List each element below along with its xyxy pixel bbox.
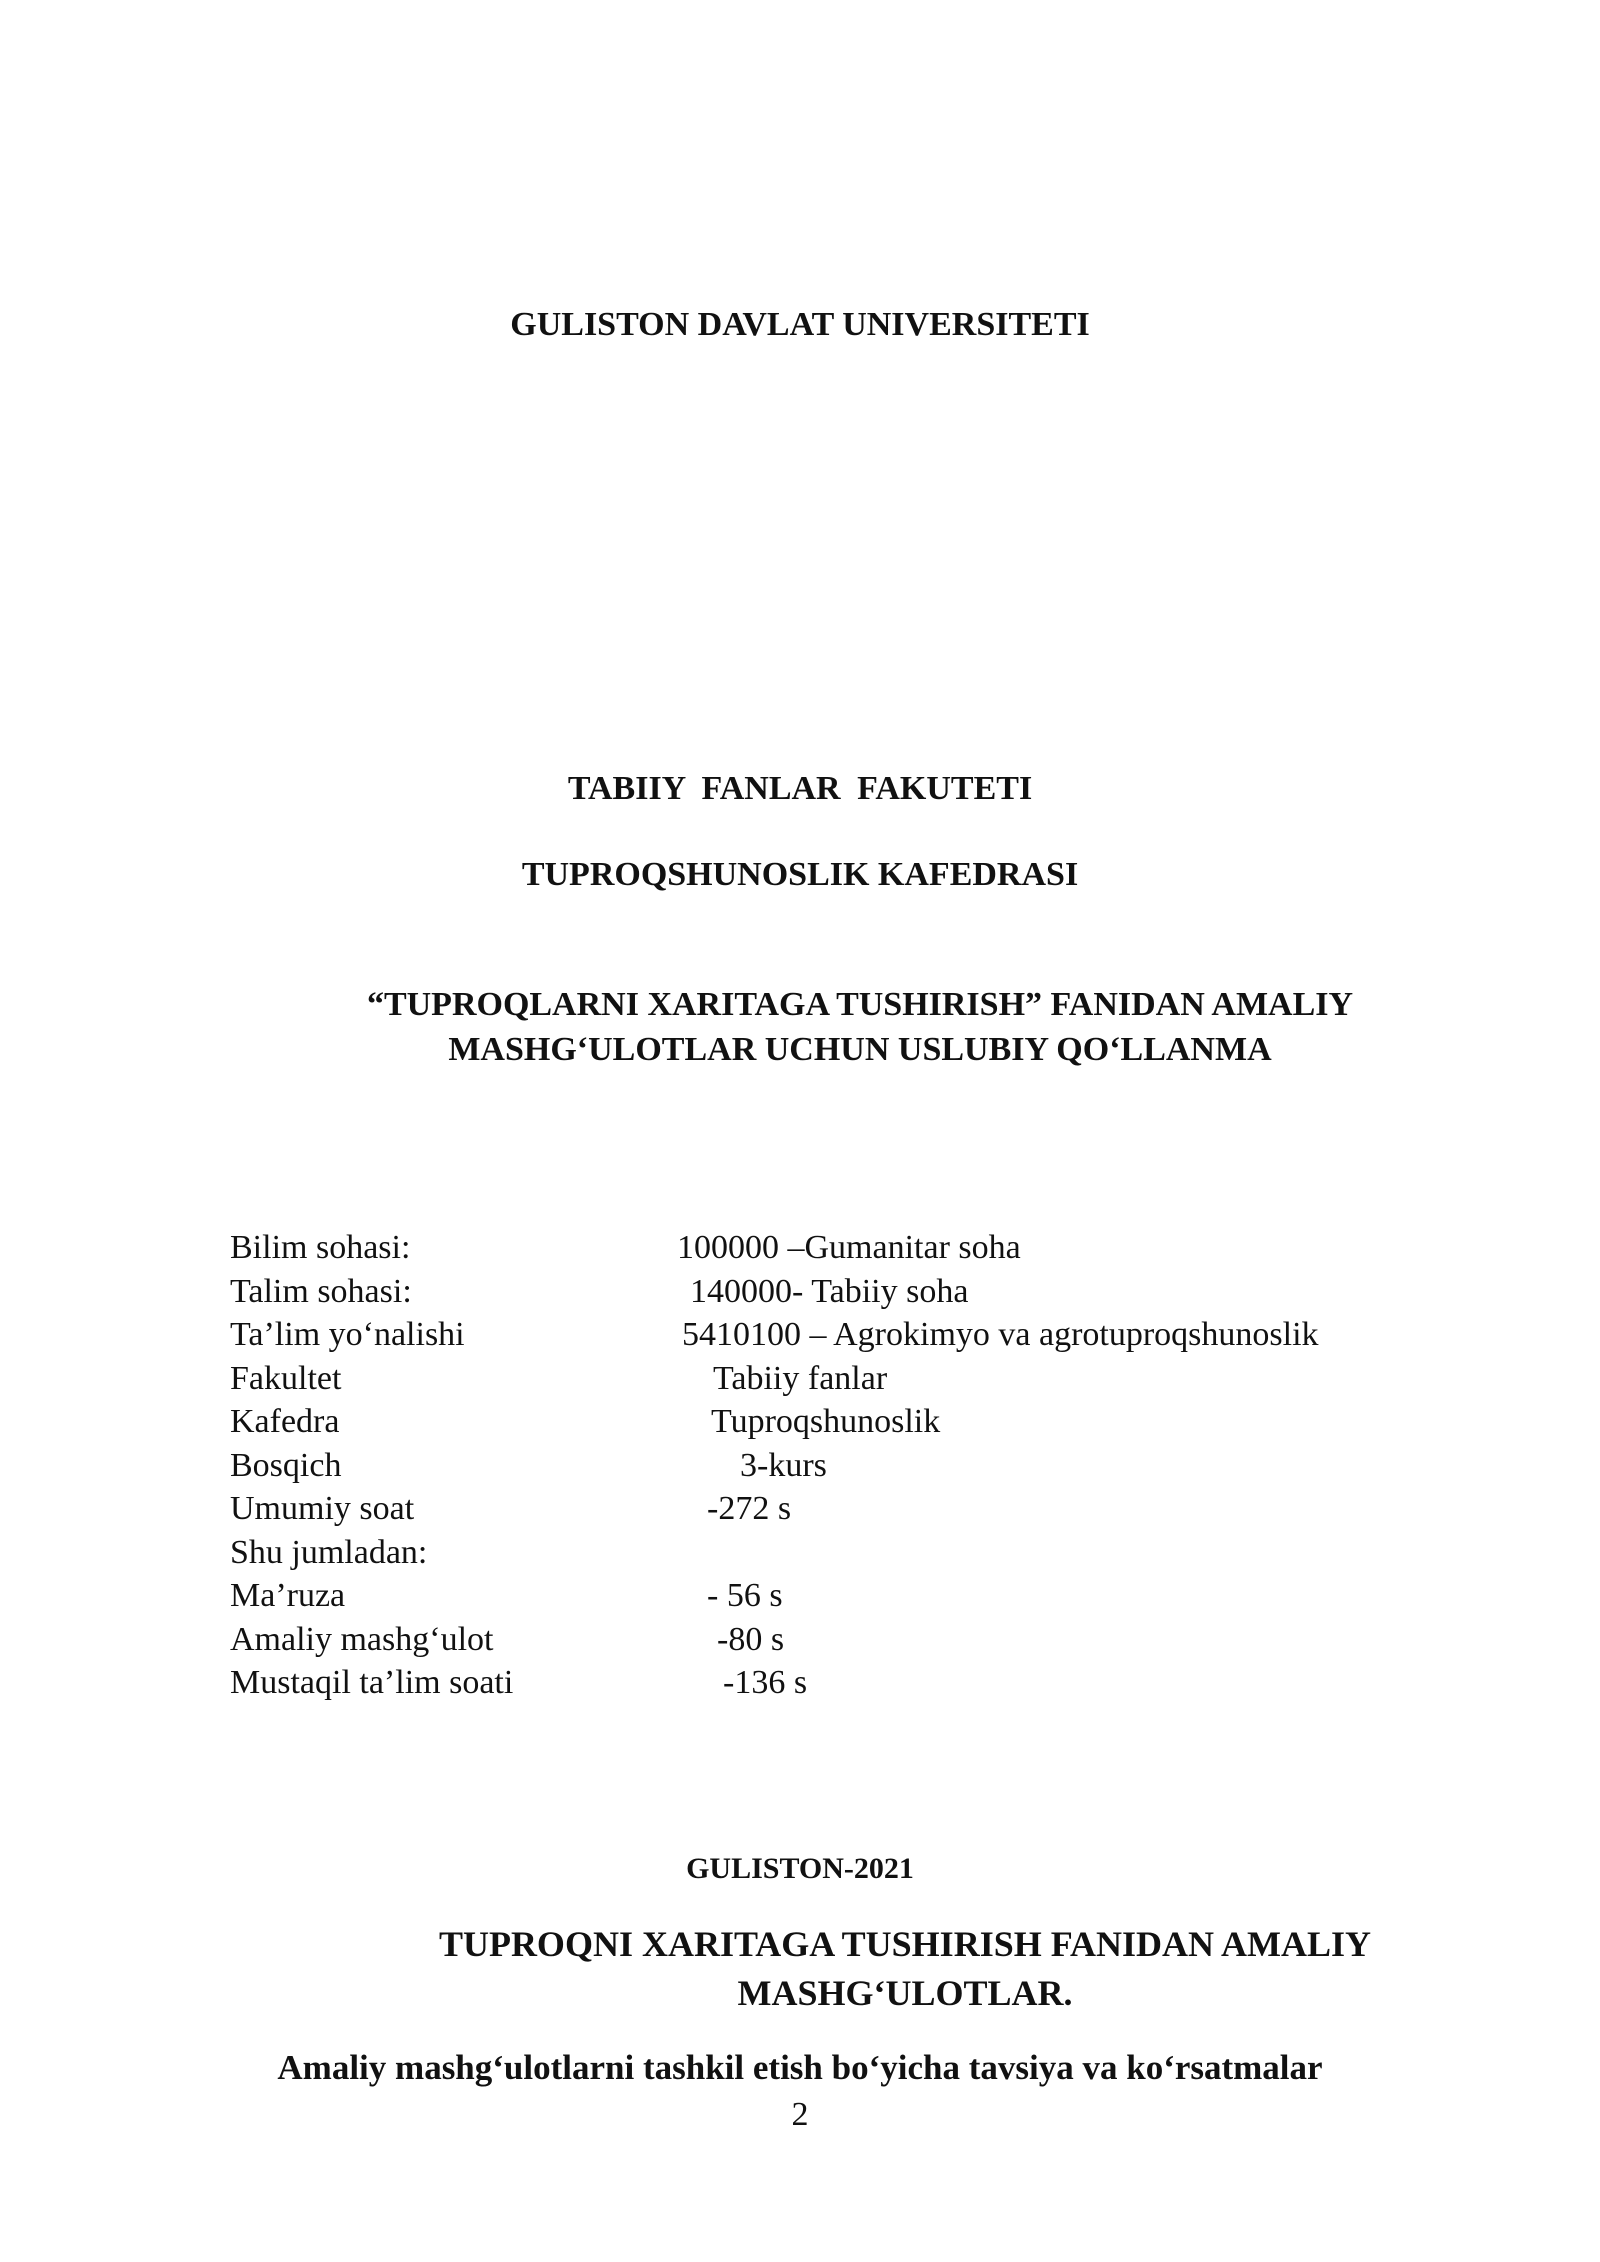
university-name: GULISTON DAVLAT UNIVERSITETI [510, 306, 1090, 343]
course-info-table [230, 1226, 1430, 1705]
info-value: -272 s [707, 1490, 792, 1527]
info-label: Talim sohasi: [230, 1272, 412, 1310]
info-row-including [230, 1531, 1430, 1575]
info-value: - 56 s [707, 1577, 783, 1614]
info-value: 3-kurs [740, 1446, 827, 1484]
info-label: Ma’ruza [230, 1577, 346, 1614]
info-value: 5410100 – Agrokimyo va agrotuproqshunoslik [682, 1316, 1319, 1353]
info-label: Shu jumladan: [230, 1533, 428, 1571]
info-row-stage [230, 1444, 1430, 1488]
info-label: Umumiy soat [230, 1490, 415, 1527]
city-year: GULISTON-2021 [686, 1852, 914, 1885]
info-label: Amaliy mashg‘ulot [230, 1620, 494, 1658]
info-value: -80 s [717, 1620, 785, 1658]
info-value: 100000 –Gumanitar soha [677, 1229, 1021, 1266]
info-row-practical [230, 1618, 1430, 1662]
section-title [300, 1920, 1510, 2018]
info-row-lecture [230, 1574, 1430, 1618]
info-row-faculty [230, 1357, 1430, 1401]
department-name: TUPROQSHUNOSLIK KAFEDRASI [521, 856, 1079, 893]
manual-title-line-1: “TUPROQLARNI XARITAGA TUSHIRISH” FANIDAN AMALIY [366, 986, 1354, 1023]
section-subtitle: Amaliy mashg‘ulotlarni tashkil etish bo‘yicha tavsiya va ko‘rsatmalar [277, 2048, 1323, 2087]
section-title-line-1: TUPROQNI XARITAGA TUSHIRISH FANIDAN AMALIY [438, 1924, 1372, 1964]
info-label: Mustaqil ta’lim soati [230, 1664, 514, 1701]
faculty-name: TABIIY FANLAR FAKUTETI [567, 770, 1033, 807]
info-row-education-area [230, 1270, 1430, 1314]
info-row-department [230, 1400, 1430, 1444]
info-row-study-direction [230, 1313, 1430, 1357]
info-label: Bosqich [230, 1446, 342, 1484]
info-label: Ta’lim yo‘nalishi [230, 1316, 465, 1353]
manual-title-line-2: MASHG‘ULOTLAR UCHUN USLUBIY QO‘LLANMA [448, 1031, 1272, 1068]
info-value: 140000- Tabiiy soha [690, 1272, 969, 1310]
info-row-knowledge-area [230, 1226, 1430, 1270]
page-number: 2 [791, 2096, 809, 2133]
info-label: Bilim sohasi: [230, 1229, 411, 1266]
info-row-total-hours [230, 1487, 1430, 1531]
info-value: -136 s [723, 1664, 808, 1701]
info-row-independent-study [230, 1661, 1430, 1705]
manual-title [240, 982, 1480, 1072]
info-value: Tabiiy fanlar [713, 1359, 888, 1397]
info-label: Fakultet [230, 1359, 342, 1397]
section-title-line-2: MASHG‘ULOTLAR. [737, 1973, 1073, 2013]
info-label: Kafedra [230, 1403, 340, 1440]
info-value: Tuproqshunoslik [711, 1403, 941, 1440]
